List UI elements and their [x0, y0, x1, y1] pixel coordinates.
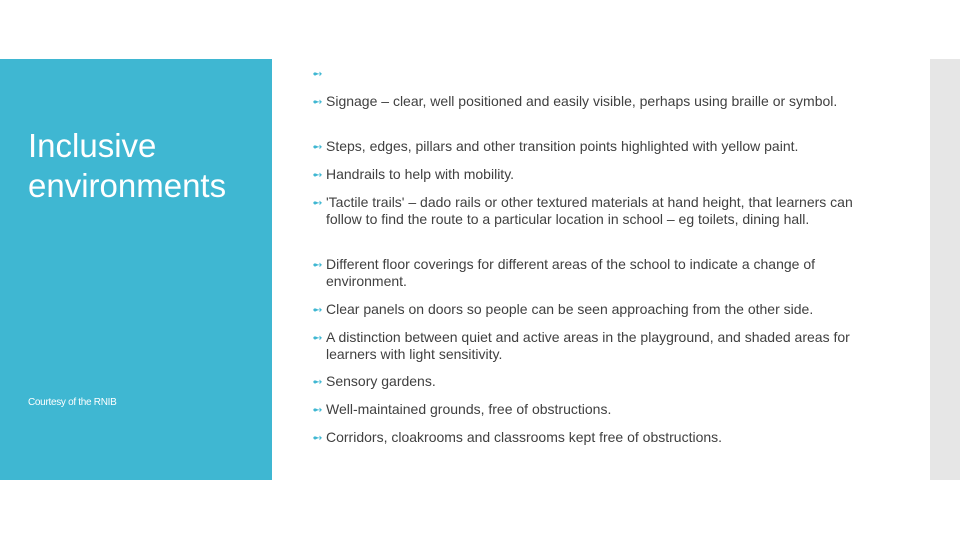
- bullet-arrow-icon: ➻: [312, 66, 323, 81]
- bullet-text: 'Tactile trails' – dado rails or other textured materials at hand height, that learners can follow to find the route to a particular location in school – eg toilets, dining hall.: [326, 194, 853, 227]
- bullet-text: Different floor coverings for different areas of the school to indicate a change of environment.: [326, 256, 815, 289]
- bullet-text: Steps, edges, pillars and other transition points highlighted with yellow paint.: [326, 138, 799, 154]
- bullet-item: [312, 373, 884, 390]
- bullet-text: Well-maintained grounds, free of obstructions.: [326, 401, 612, 417]
- bullet-text: Corridors, cloakrooms and classrooms kept free of obstructions.: [326, 429, 723, 445]
- bullet-arrow-icon: ➻: [312, 402, 323, 417]
- bullet-text: Handrails to help with mobility.: [326, 166, 515, 182]
- bullet-item: [312, 166, 884, 183]
- bullet-text: Clear panels on doors so people can be seen approaching from the other side.: [326, 301, 814, 317]
- bullet-item: [312, 93, 884, 110]
- bullet-text: Signage – clear, well positioned and easily visible, perhaps using braille or symbol.: [326, 93, 838, 109]
- bullet-arrow-icon: ➻: [312, 139, 323, 154]
- bullet-item: [312, 301, 884, 318]
- bullet-arrow-icon: ➻: [312, 94, 323, 109]
- bullet-item: [312, 329, 884, 363]
- bullet-text: A distinction between quiet and active areas in the playground, and shaded areas for learners with light sensitivity.: [326, 329, 850, 362]
- credit-text: Courtesy of the RNIB: [28, 397, 117, 408]
- bullet-item: [312, 194, 884, 228]
- bullet-text: Sensory gardens.: [326, 373, 436, 389]
- bullet-item: [312, 138, 884, 155]
- title-panel: [0, 59, 272, 480]
- bullet-arrow-icon: ➻: [312, 330, 323, 345]
- bullet-arrow-icon: ➻: [312, 257, 323, 272]
- slide-title: Inclusive environments: [28, 127, 227, 204]
- bullet-arrow-icon: ➻: [312, 374, 323, 389]
- bullet-arrow-icon: ➻: [312, 430, 323, 445]
- bullet-item: [312, 256, 884, 290]
- bullet-arrow-icon: ➻: [312, 195, 323, 210]
- bullet-arrow-icon: ➻: [312, 167, 323, 182]
- side-bar: [930, 59, 960, 480]
- bullet-item: [312, 429, 884, 446]
- bullet-item: [312, 401, 884, 418]
- bullet-arrow-icon: ➻: [312, 302, 323, 317]
